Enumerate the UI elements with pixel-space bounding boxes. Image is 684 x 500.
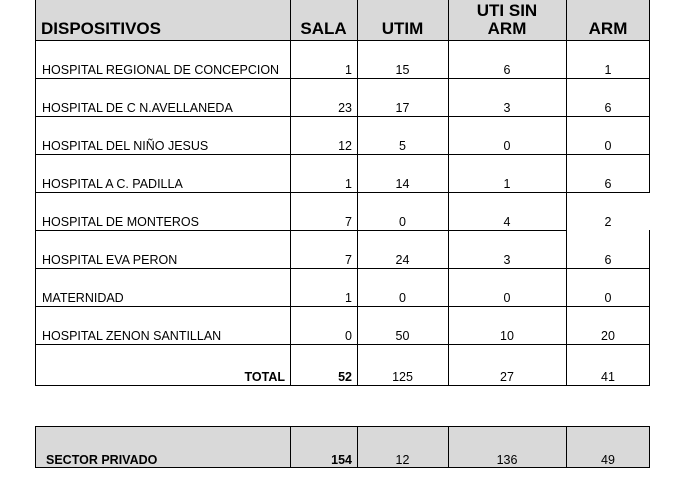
- cell-utim: [357, 40, 448, 78]
- value-arm: 6: [604, 177, 612, 191]
- table-row: [35, 78, 290, 116]
- cell-utim: [357, 306, 448, 344]
- value-uti-sin-arm: 10: [500, 329, 514, 343]
- header-cell-utim: [357, 0, 448, 40]
- value-utim: 50: [395, 329, 410, 343]
- private-value-utim: 12: [395, 453, 410, 467]
- row-border: [35, 344, 650, 345]
- table-right-border: [649, 230, 650, 385]
- header-cell-uti-sin-arm: [448, 0, 566, 40]
- cell-uti-sin-arm: [448, 268, 566, 306]
- private-column-border: [35, 426, 36, 468]
- total-value-sala: 52: [338, 370, 352, 384]
- private-column-border: [290, 426, 291, 468]
- cell-arm: [566, 306, 650, 344]
- total-cell-uti-sin-arm: [448, 344, 566, 385]
- private-label-cell: [35, 426, 290, 468]
- cell-uti-sin-arm: [448, 192, 566, 230]
- row-border: [35, 154, 650, 155]
- value-sala: 12: [338, 139, 352, 153]
- table-row: [35, 40, 290, 78]
- private-column-border: [566, 426, 567, 468]
- dispositivo-name: HOSPITAL DE C N.AVELLANEDA: [42, 101, 233, 115]
- value-uti-sin-arm: 3: [503, 101, 511, 115]
- value-arm: 1: [604, 63, 612, 77]
- value-uti-sin-arm: 0: [503, 291, 511, 305]
- private-value-arm: 49: [601, 453, 615, 467]
- cell-utim: [357, 154, 448, 192]
- cell-utim: [357, 192, 448, 230]
- cell-sala: [290, 78, 357, 116]
- row-border: [35, 385, 650, 386]
- header-bottom-border: [35, 40, 650, 41]
- cell-arm: [566, 230, 650, 268]
- cell-uti-sin-arm: [448, 40, 566, 78]
- private-cell-sala: [290, 426, 357, 468]
- value-arm: 2: [604, 215, 612, 229]
- private-column-border: [649, 426, 650, 468]
- dispositivo-name: HOSPITAL A C. PADILLA: [42, 177, 183, 191]
- value-utim: 0: [399, 215, 406, 229]
- value-sala: 7: [345, 253, 352, 267]
- cell-uti-sin-arm: [448, 154, 566, 192]
- private-value-sala: 154: [331, 453, 352, 467]
- value-uti-sin-arm: 1: [503, 177, 511, 191]
- private-column-border: [357, 426, 358, 468]
- row-border: [35, 116, 650, 117]
- value-arm: 0: [604, 291, 612, 305]
- dispositivo-name: MATERNIDAD: [42, 291, 124, 305]
- value-uti-sin-arm: 0: [503, 139, 511, 153]
- cell-utim: [357, 78, 448, 116]
- private-cell-utim: [357, 426, 448, 468]
- value-arm: 20: [601, 329, 615, 343]
- header-label-utim: UTIM: [381, 19, 424, 38]
- value-utim: 17: [395, 101, 410, 115]
- cell-uti-sin-arm: [448, 78, 566, 116]
- value-utim: 15: [395, 63, 410, 77]
- cell-arm: [566, 116, 650, 154]
- dispositivo-name: HOSPITAL DE MONTEROS: [42, 215, 199, 229]
- value-sala: 23: [338, 101, 352, 115]
- cell-uti-sin-arm: [448, 230, 566, 268]
- row-border: [35, 192, 650, 193]
- header-label-uti-sin-arm: UTI SIN ARM: [476, 1, 538, 38]
- total-value-utim: 125: [392, 370, 413, 384]
- table-row: [35, 116, 290, 154]
- header-label-dispositivos: DISPOSITIVOS: [41, 19, 161, 38]
- cell-sala: [290, 154, 357, 192]
- row-border: [35, 306, 650, 307]
- cell-sala: [290, 116, 357, 154]
- dispositivo-name: HOSPITAL ZENON SANTILLAN: [42, 329, 222, 343]
- value-utim: 5: [399, 139, 406, 153]
- total-cell-arm: [566, 344, 650, 385]
- table-row: [35, 268, 290, 306]
- value-utim: 14: [395, 177, 410, 191]
- cell-arm: [566, 268, 650, 306]
- value-sala: 7: [345, 215, 352, 229]
- value-uti-sin-arm: 6: [503, 63, 511, 77]
- dispositivo-name: HOSPITAL DEL NIÑO JESUS: [42, 139, 209, 153]
- private-label: SECTOR PRIVADO: [46, 453, 158, 467]
- cell-arm: [566, 154, 650, 192]
- cell-utim: [357, 268, 448, 306]
- table-row: [35, 230, 290, 268]
- table-right-border: [649, 0, 650, 192]
- cell-sala: [290, 268, 357, 306]
- header-cell-arm: [566, 0, 650, 40]
- cell-sala: [290, 306, 357, 344]
- cell-arm: [566, 40, 650, 78]
- table-row: [35, 192, 290, 230]
- cell-utim: [357, 230, 448, 268]
- value-arm: 0: [604, 139, 612, 153]
- header-label-sala: SALA: [300, 19, 347, 38]
- header-cell-sala: [290, 0, 357, 40]
- cell-uti-sin-arm: [448, 306, 566, 344]
- value-sala: 0: [345, 329, 352, 343]
- value-uti-sin-arm: 3: [503, 253, 511, 267]
- value-sala: 1: [345, 291, 352, 305]
- total-cell-sala: [290, 344, 357, 385]
- dispositivo-name: HOSPITAL EVA PERON: [42, 253, 178, 267]
- cell-arm: [566, 78, 650, 116]
- table-row: [35, 154, 290, 192]
- value-sala: 1: [345, 177, 352, 191]
- total-row: [35, 344, 290, 385]
- row-border: [35, 230, 567, 231]
- private-value-uti-sin-arm: 136: [496, 453, 518, 467]
- cell-sala: [290, 230, 357, 268]
- row-border: [35, 268, 650, 269]
- total-value-uti-sin-arm: 27: [500, 370, 514, 384]
- cell-arm: [566, 192, 650, 230]
- private-top-border: [35, 426, 650, 427]
- value-utim: 24: [395, 253, 410, 267]
- total-value-arm: 41: [601, 370, 615, 384]
- header-label-arm: ARM: [588, 19, 628, 38]
- dispositivo-name: HOSPITAL REGIONAL DE CONCEPCION: [42, 63, 280, 77]
- header-cell-dispositivos: [35, 0, 290, 40]
- value-arm: 6: [604, 101, 612, 115]
- table-row: [35, 306, 290, 344]
- value-arm: 6: [604, 253, 612, 267]
- value-utim: 0: [399, 291, 406, 305]
- value-uti-sin-arm: 4: [503, 215, 511, 229]
- private-cell-arm: [566, 426, 650, 468]
- total-cell-utim: [357, 344, 448, 385]
- private-cell-uti-sin-arm: [448, 426, 566, 468]
- row-border: [35, 78, 650, 79]
- private-bottom-border: [35, 467, 650, 468]
- cell-sala: [290, 192, 357, 230]
- value-sala: 1: [345, 63, 352, 77]
- cell-uti-sin-arm: [448, 116, 566, 154]
- total-label: TOTAL: [244, 370, 285, 384]
- private-column-border: [448, 426, 449, 468]
- cell-utim: [357, 116, 448, 154]
- cell-sala: [290, 40, 357, 78]
